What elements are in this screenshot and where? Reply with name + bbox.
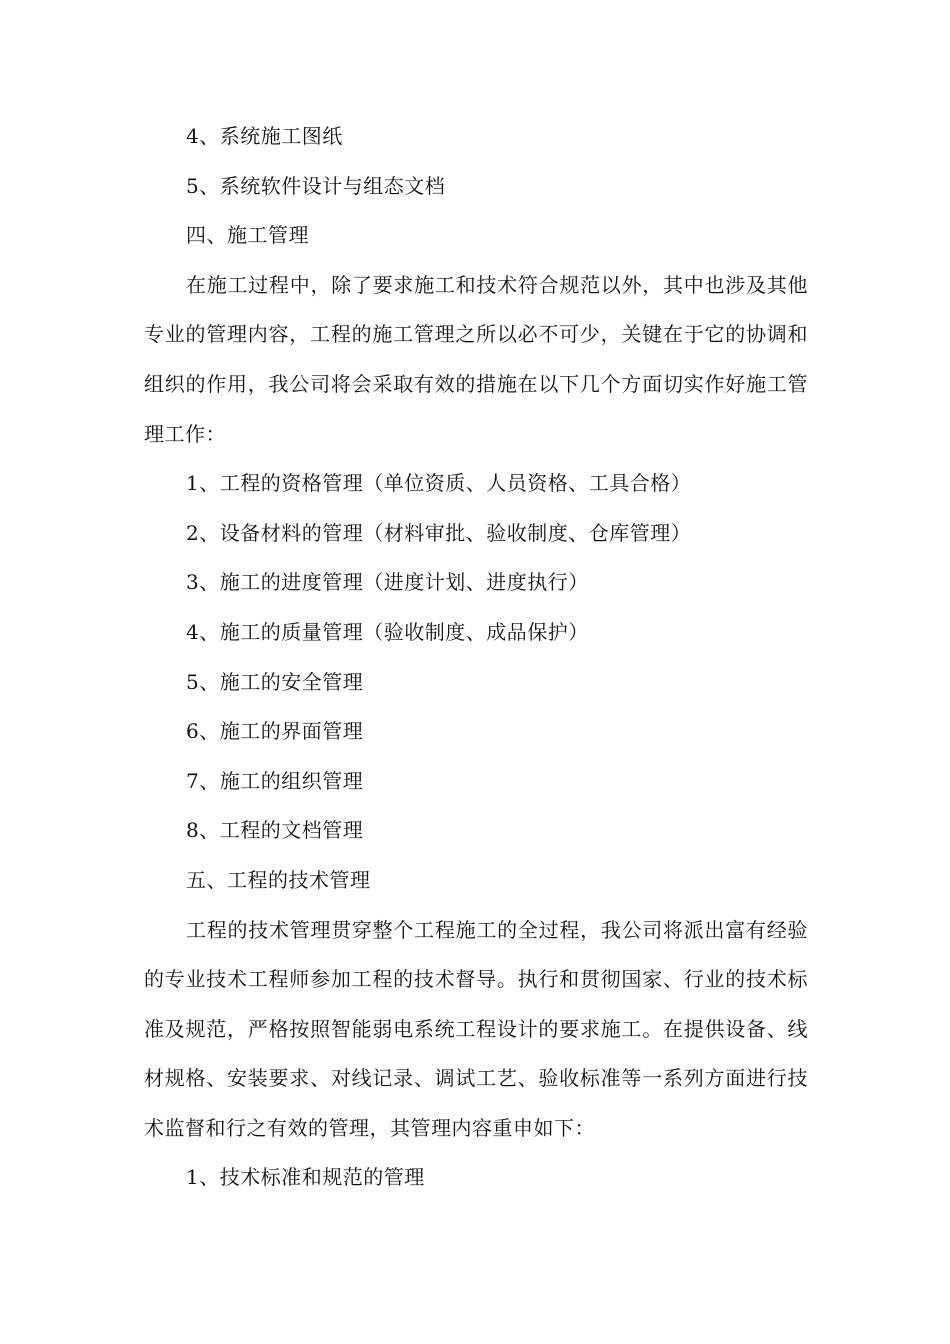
list-item-system-drawings: 4、系统施工图纸 — [186, 124, 343, 148]
list-item-organization: 7、施工的组织管理 — [186, 768, 364, 793]
list-item-documents: 8、工程的文档管理 — [186, 818, 364, 843]
list-item-schedule: 3、施工的进度管理（进度计划、进度执行） — [186, 570, 589, 595]
list-item-software-docs: 5、系统软件设计与组态文档 — [186, 173, 446, 198]
list-item-quality: 4、施工的质量管理（验收制度、成品保护） — [186, 619, 589, 644]
section-heading-technical-management: 五、工程的技术管理 — [186, 867, 371, 892]
list-item-standards: 1、技术标准和规范的管理 — [186, 1165, 425, 1190]
section-heading-construction-management: 四、施工管理 — [186, 223, 309, 248]
paragraph-technical-management: 工程的技术管理贯穿整个工程施工的全过程，我公司将派出富有经验的专业技术工程师参加工程的技术督导。执行和贯彻国家、行业的技术标准及规范，严格按照智能弱电系统工程设计的要求施工。在提供设备、线材规格、安装要求、对线记录、调试工艺、验收标准等一系列方面进行技术监督和行之有效的管理，其管理内容重申如下： — [144, 917, 808, 1140]
list-item-safety: 5、施工的安全管理 — [186, 669, 364, 694]
paragraph-construction-management: 在施工过程中，除了要求施工和技术符合规范以外，其中也涉及其他专业的管理内容，工程的施工管理之所以必不可少，关键在于它的协调和组织的作用，我公司将会采取有效的措施在以下几个方面切实作好施工管理工作： — [144, 272, 808, 446]
list-item-materials: 2、设备材料的管理（材料审批、验收制度、仓库管理） — [186, 520, 692, 545]
list-item-qualification: 1、工程的资格管理（单位资质、人员资格、工具合格） — [186, 471, 692, 496]
document-body — [144, 112, 808, 1203]
list-item-interface: 6、施工的界面管理 — [186, 719, 364, 744]
